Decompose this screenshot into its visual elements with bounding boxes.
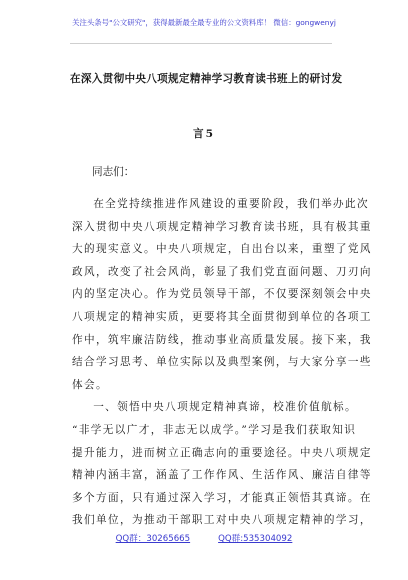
paragraph-line: 八项规定的精神实质，更要将其全面贯彻到单位的各项工 xyxy=(72,310,372,323)
paragraph-line: 精神内涵丰富，涵盖了工作作风、生活作风、廉洁自律等 xyxy=(72,469,372,482)
header-divider xyxy=(70,43,332,44)
paragraph-line: 深入贯彻中央八项规定精神学习教育读书班，具有极其重 xyxy=(72,220,372,233)
salutation: 同志们： xyxy=(92,166,135,178)
body-text xyxy=(72,193,372,532)
paragraph-2 xyxy=(72,396,372,532)
paragraph-line: 体会。 xyxy=(72,378,108,391)
footer-qq-group-2[interactable]: QQ群:535304092 xyxy=(218,534,293,544)
document-title-line2: 言5 xyxy=(193,128,215,140)
footer-qq-group-1[interactable]: QQ群：30265665 xyxy=(115,534,191,544)
paragraph-line: 多个方面，只有通过深入学习，才能真正领悟其真谛。在 xyxy=(72,491,372,504)
paragraph-line: “非学无以广才，非志无以成学。”学习是我们获取知识 xyxy=(72,423,357,436)
paragraph-line: 提升能力，进而树立正确志向的重要途径。中央八项规定 xyxy=(72,446,372,459)
paragraph-line: 作中，筑牢廉洁防线，推动事业高质量发展。接下来，我 xyxy=(72,333,372,346)
paragraph-line: 内的坚定决心。作为党员领导干部，不仅要深刻领会中央 xyxy=(72,288,372,301)
document-title-line1: 在深入贯彻中央八项规定精神学习教育读书班上的研讨发 xyxy=(70,73,343,85)
section-heading: 一、领悟中央八项规定精神真谛，校准价值航标。 xyxy=(93,401,358,414)
footer xyxy=(0,532,408,544)
paragraph-1 xyxy=(72,193,372,396)
header-banner: 关注头条号"公文研究"，获得最新最全最专业的公文资料库！ 微信：gongwenyj xyxy=(72,18,336,27)
paragraph-line: 政风，改变了社会风尚，彰显了我们党直面问题、刀刃向 xyxy=(72,265,372,278)
paragraph-line: 我们单位，为推动干部职工对中央八项规定精神的学习， xyxy=(72,514,372,527)
paragraph-line: 结合学习思考、单位实际以及典型案例，与大家分享一些 xyxy=(72,356,372,369)
paragraph-line: 在全党持续推进作风建设的重要阶段，我们举办此次 xyxy=(93,198,370,210)
paragraph-line: 大的现实意义。中央八项规定，自出台以来，重塑了党风 xyxy=(72,243,372,256)
